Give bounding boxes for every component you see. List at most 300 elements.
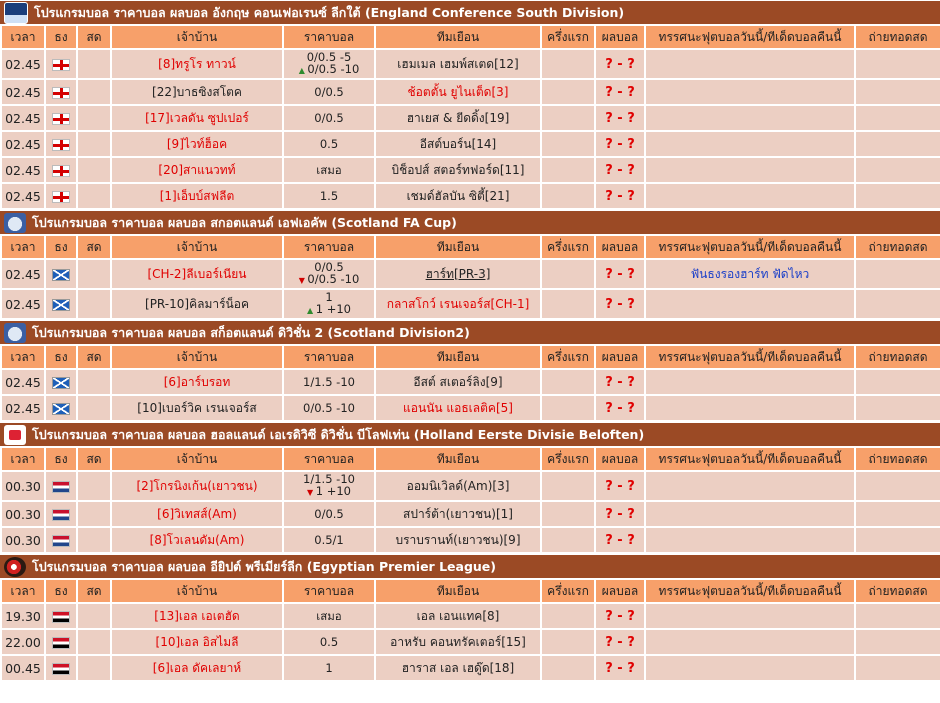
col-header-time: เวลา (1, 25, 45, 49)
match-time: 02.45 (1, 369, 45, 395)
odds-value: 0/0.5 (314, 507, 344, 521)
odds-cell (283, 501, 375, 527)
match-time: 19.30 (1, 603, 45, 629)
match-row (1, 501, 940, 527)
col-header-odds: ราคาบอล (283, 447, 375, 471)
match-result[interactable]: ? - ? (595, 183, 645, 209)
home-team[interactable]: [CH-2]ลีเบอร์เนียน (111, 259, 283, 289)
half-time-cell (541, 527, 595, 553)
live-cell (77, 49, 111, 79)
odds-cell (283, 655, 375, 681)
odds-line (284, 376, 374, 388)
england-flag-icon (52, 191, 70, 203)
tip-cell (645, 289, 855, 319)
col-header-flag: ธง (45, 25, 77, 49)
home-team[interactable]: [22]บาธซิงสโตค (111, 79, 283, 105)
flag-cell (45, 157, 77, 183)
odds-value: เสมอ (316, 163, 342, 177)
live-cell (77, 259, 111, 289)
away-team[interactable]: อาหรับ คอนทรัคเตอร์[15] (375, 629, 541, 655)
home-team[interactable]: [8]โวเลนดัม(Am) (111, 527, 283, 553)
home-team[interactable]: [6]อาร์บรอท (111, 369, 283, 395)
match-time: 02.45 (1, 105, 45, 131)
holland-eerste-logo (4, 425, 26, 445)
col-header-tv: ถ่ายทอดสด (855, 447, 940, 471)
netherlands-flag-icon (52, 509, 70, 521)
match-row (1, 395, 940, 421)
match-table (0, 234, 940, 320)
scotland-fa-logo (4, 213, 26, 233)
live-cell (77, 183, 111, 209)
away-team[interactable]: กลาสโกว์ เรนเจอร์ส[CH-1] (375, 289, 541, 319)
league-title[interactable]: โปรแกรมบอล ราคาบอล ผลบอล ฮอลแลนด์ เอเรดิวิซี ดิวิชั่น บีโลฟเท่น (Holland Eerste Divisie Beloften) (32, 426, 645, 442)
col-header-flag: ธง (45, 345, 77, 369)
live-cell (77, 79, 111, 105)
odds-line (284, 86, 374, 98)
odds-cell (283, 629, 375, 655)
tip-cell (645, 471, 855, 501)
tip-cell (645, 501, 855, 527)
tip-cell (645, 395, 855, 421)
col-header-result: ผลบอล (595, 447, 645, 471)
live-cell (77, 603, 111, 629)
odds-value: 0/0.5 (314, 111, 344, 125)
half-time-cell (541, 471, 595, 501)
live-tv-cell (855, 289, 940, 319)
match-result[interactable]: ? - ? (595, 369, 645, 395)
flag-cell (45, 183, 77, 209)
col-header-flag: ธง (45, 579, 77, 603)
match-table (0, 24, 940, 210)
live-cell (77, 105, 111, 131)
home-team[interactable]: [20]สาแนวทท์ (111, 157, 283, 183)
col-header-tips: ทรรศนะฟุตบอลวันนี้/ทีเด็ดบอลคืนนี้ (645, 235, 855, 259)
tip-cell (645, 183, 855, 209)
live-tv-cell (855, 527, 940, 553)
odds-line (284, 508, 374, 520)
away-team[interactable]: สปาร์ต้า(เยาวชน)[1] (375, 501, 541, 527)
match-table (0, 578, 940, 682)
match-time: 02.45 (1, 183, 45, 209)
live-tv-cell (855, 157, 940, 183)
match-row (1, 655, 940, 681)
tip-cell (645, 527, 855, 553)
col-header-tv: ถ่ายทอดสด (855, 235, 940, 259)
col-header-away: ทีมเยือน (375, 345, 541, 369)
match-time: 02.45 (1, 49, 45, 79)
tip-cell (645, 655, 855, 681)
odds-cell (283, 395, 375, 421)
odds-cell (283, 105, 375, 131)
match-time: 00.30 (1, 471, 45, 501)
home-team[interactable]: [17]เวลดัน ซูปเปอร์ (111, 105, 283, 131)
odds-value: 0/0.5 (314, 85, 344, 99)
league-header (0, 210, 940, 234)
half-time-cell (541, 289, 595, 319)
flag-cell (45, 131, 77, 157)
flag-cell (45, 289, 77, 319)
col-header-live: สด (77, 447, 111, 471)
odds-line (284, 610, 374, 622)
away-team[interactable]: แอนนัน แอธเลติค[5] (375, 395, 541, 421)
tip-cell (645, 157, 855, 183)
match-row (1, 369, 940, 395)
england-flag-icon (52, 59, 70, 71)
odds-value: 1 (325, 290, 333, 304)
odds-value: 1.5 (319, 189, 339, 203)
odds-cell (283, 369, 375, 395)
match-row (1, 157, 940, 183)
scotland-flag-icon (52, 299, 70, 311)
odds-line (284, 273, 374, 287)
scotland-flag-icon (52, 403, 70, 415)
match-row (1, 131, 940, 157)
match-time: 00.30 (1, 527, 45, 553)
match-result[interactable]: ? - ? (595, 157, 645, 183)
away-team[interactable]: เชมด์ฮัลบัน ซิตี้[21] (375, 183, 541, 209)
odds-line (284, 636, 374, 648)
col-header-tips: ทรรศนะฟุตบอลวันนี้/ทีเด็ดบอลคืนนี้ (645, 579, 855, 603)
league-header (0, 554, 940, 578)
match-row (1, 289, 940, 319)
odds-line (284, 63, 374, 77)
col-header-half: ครึ่งแรก (541, 579, 595, 603)
odds-cell (283, 183, 375, 209)
half-time-cell (541, 79, 595, 105)
live-tv-cell (855, 501, 940, 527)
odds-value: 1 +10 (315, 302, 351, 316)
odds-value: 1/1.5 -10 (303, 375, 355, 389)
match-table (0, 344, 940, 422)
odds-value: 0.5/1 (314, 533, 344, 547)
half-time-cell (541, 183, 595, 209)
flag-cell (45, 655, 77, 681)
odds-cell (283, 157, 375, 183)
odds-value: 0/0.5 -10 (307, 272, 360, 286)
egypt-flag-icon (52, 663, 70, 675)
away-team[interactable]: บราบรานท์(เยาวชน)[9] (375, 527, 541, 553)
col-header-tips: ทรรศนะฟุตบอลวันนี้/ทีเด็ดบอลคืนนี้ (645, 345, 855, 369)
col-header-flag: ธง (45, 447, 77, 471)
away-team[interactable]: ช้อตตั้น ยูไนเต็ด[3] (375, 79, 541, 105)
flag-cell (45, 79, 77, 105)
netherlands-flag-icon (52, 535, 70, 547)
live-cell (77, 369, 111, 395)
match-row (1, 49, 940, 79)
col-header-half: ครึ่งแรก (541, 345, 595, 369)
odds-line (284, 485, 374, 499)
odds-line (284, 164, 374, 176)
live-tv-cell (855, 471, 940, 501)
col-header-odds: ราคาบอล (283, 235, 375, 259)
home-team[interactable]: [10]เบอร์วิค เรนเจอร์ส (111, 395, 283, 421)
away-team[interactable]: ออมนิเวิลด์(Am)[3] (375, 471, 541, 501)
live-tv-cell (855, 131, 940, 157)
col-header-half: ครึ่งแรก (541, 447, 595, 471)
egyptian-premier-logo (4, 557, 26, 577)
match-row (1, 527, 940, 553)
match-row (1, 603, 940, 629)
match-result[interactable]: ? - ? (595, 131, 645, 157)
live-tv-cell (855, 105, 940, 131)
home-team[interactable]: [13]เอล เอเตฮัด (111, 603, 283, 629)
match-result[interactable]: ? - ? (595, 259, 645, 289)
scotland-flag-icon (52, 269, 70, 281)
league-header (0, 422, 940, 446)
arrow-up-icon: ▲ (298, 66, 308, 75)
half-time-cell (541, 501, 595, 527)
header-row (1, 447, 940, 471)
egypt-flag-icon (52, 637, 70, 649)
flag-cell (45, 603, 77, 629)
arrow-down-icon: ▼ (298, 276, 308, 285)
england-flag-icon (52, 113, 70, 125)
col-header-away: ทีมเยือน (375, 579, 541, 603)
away-team[interactable]: ฮาร์ท[PR-3] (375, 259, 541, 289)
league-title[interactable]: โปรแกรมบอล ราคาบอล ผลบอล อียิปต์ พรีเมียร์ลีก (Egyptian Premier League) (32, 558, 496, 574)
home-team[interactable]: [6]วิเทสส์(Am) (111, 501, 283, 527)
col-header-result: ผลบอล (595, 345, 645, 369)
live-tv-cell (855, 629, 940, 655)
odds-line (284, 112, 374, 124)
arrow-up-icon: ▲ (307, 306, 316, 315)
half-time-cell (541, 131, 595, 157)
odds-line (284, 138, 374, 150)
col-header-away: ทีมเยือน (375, 235, 541, 259)
match-row (1, 79, 940, 105)
half-time-cell (541, 655, 595, 681)
col-header-odds: ราคาบอล (283, 579, 375, 603)
match-result[interactable]: ? - ? (595, 49, 645, 79)
col-header-time: เวลา (1, 345, 45, 369)
match-row (1, 259, 940, 289)
half-time-cell (541, 105, 595, 131)
flag-cell (45, 105, 77, 131)
col-header-home: เจ้าบ้าน (111, 235, 283, 259)
odds-cell (283, 527, 375, 553)
odds-line (284, 662, 374, 674)
col-header-away: ทีมเยือน (375, 25, 541, 49)
odds-value: 0.5 (319, 137, 339, 151)
tip-cell (645, 369, 855, 395)
flag-cell (45, 395, 77, 421)
col-header-odds: ราคาบอล (283, 345, 375, 369)
live-cell (77, 471, 111, 501)
home-team[interactable]: [2]โกรนิงเก้น(เยาวชน) (111, 471, 283, 501)
col-header-time: เวลา (1, 579, 45, 603)
netherlands-flag-icon (52, 481, 70, 493)
match-row (1, 183, 940, 209)
live-tv-cell (855, 79, 940, 105)
england-flag-icon (52, 139, 70, 151)
away-team[interactable]: อีสต์ สเตอร์ลิง[9] (375, 369, 541, 395)
flag-cell (45, 49, 77, 79)
half-time-cell (541, 259, 595, 289)
odds-cell (283, 131, 375, 157)
league-title[interactable]: โปรแกรมบอล ราคาบอล ผลบอล สกอตแลนด์ เอฟเอคัพ (Scotland FA Cup) (32, 214, 457, 230)
odds-value: 1/1.5 -10 (303, 472, 355, 486)
england-flag-icon (52, 165, 70, 177)
match-time: 00.45 (1, 655, 45, 681)
live-tv-cell (855, 369, 940, 395)
england-flag-icon (52, 87, 70, 99)
half-time-cell (541, 157, 595, 183)
tip-cell (645, 105, 855, 131)
odds-value: 0.5 (319, 635, 339, 649)
scotland-flag-icon (52, 377, 70, 389)
match-time: 02.45 (1, 131, 45, 157)
league-title[interactable]: โปรแกรมบอล ราคาบอล ผลบอล สก็อตแลนด์ ดิวิชั่น 2 (Scotland Division2) (32, 324, 470, 340)
match-row (1, 471, 940, 501)
header-row (1, 25, 940, 49)
away-team[interactable]: ฮาราส เอล เฮดู๊ด[18] (375, 655, 541, 681)
live-tv-cell (855, 603, 940, 629)
scotland-division2-logo (4, 323, 26, 343)
col-header-away: ทีมเยือน (375, 447, 541, 471)
tip-cell[interactable]: ฟันธงรองฮาร์ท ฟัดไหว (645, 259, 855, 289)
match-result[interactable]: ? - ? (595, 79, 645, 105)
match-time: 02.45 (1, 289, 45, 319)
col-header-tv: ถ่ายทอดสด (855, 25, 940, 49)
match-time: 00.30 (1, 501, 45, 527)
odds-value: 0/0.5 (314, 260, 344, 274)
odds-value: 1 (325, 661, 333, 675)
flag-cell (45, 527, 77, 553)
half-time-cell (541, 395, 595, 421)
col-header-result: ผลบอล (595, 235, 645, 259)
odds-value: เสมอ (316, 609, 342, 623)
odds-value: 0/0.5 -5 (306, 50, 352, 64)
match-result[interactable]: ? - ? (595, 395, 645, 421)
col-header-time: เวลา (1, 447, 45, 471)
col-header-live: สด (77, 345, 111, 369)
england-conference-logo (4, 2, 28, 24)
live-tv-cell (855, 655, 940, 681)
odds-value: 1 +10 (315, 484, 351, 498)
col-header-time: เวลา (1, 235, 45, 259)
league-header (0, 320, 940, 344)
col-header-home: เจ้าบ้าน (111, 345, 283, 369)
half-time-cell (541, 629, 595, 655)
match-table (0, 446, 940, 554)
match-result[interactable]: ? - ? (595, 501, 645, 527)
odds-line (284, 190, 374, 202)
col-header-tips: ทรรศนะฟุตบอลวันนี้/ทีเด็ดบอลคืนนี้ (645, 25, 855, 49)
flag-cell (45, 369, 77, 395)
col-header-flag: ธง (45, 235, 77, 259)
home-team[interactable]: [8]ทรูโร ทาวน์ (111, 49, 283, 79)
home-team[interactable]: [10]เอล อิสไมลี (111, 629, 283, 655)
live-tv-cell (855, 183, 940, 209)
tip-cell (645, 49, 855, 79)
match-result[interactable]: ? - ? (595, 527, 645, 553)
col-header-home: เจ้าบ้าน (111, 25, 283, 49)
col-header-half: ครึ่งแรก (541, 25, 595, 49)
half-time-cell (541, 369, 595, 395)
tip-cell (645, 629, 855, 655)
match-row (1, 629, 940, 655)
header-row (1, 235, 940, 259)
away-team[interactable]: บิช็อปส์ สตอร์ทฟอร์ด[11] (375, 157, 541, 183)
col-header-tv: ถ่ายทอดสด (855, 579, 940, 603)
col-header-live: สด (77, 25, 111, 49)
home-team[interactable]: [6]เอล ดัคเลยาห์ (111, 655, 283, 681)
live-tv-cell (855, 395, 940, 421)
odds-cell (283, 49, 375, 79)
col-header-home: เจ้าบ้าน (111, 579, 283, 603)
odds-cell (283, 289, 375, 319)
flag-cell (45, 259, 77, 289)
odds-line (284, 534, 374, 546)
match-time: 22.00 (1, 629, 45, 655)
match-result[interactable]: ? - ? (595, 471, 645, 501)
match-time: 02.45 (1, 259, 45, 289)
league-header (0, 0, 940, 24)
away-team[interactable]: เอล เอนแทค[8] (375, 603, 541, 629)
live-cell (77, 629, 111, 655)
odds-cell (283, 471, 375, 501)
col-header-tips: ทรรศนะฟุตบอลวันนี้/ทีเด็ดบอลคืนนี้ (645, 447, 855, 471)
away-team[interactable]: เฮมเมล เฮมพ์สเตด[12] (375, 49, 541, 79)
live-cell (77, 289, 111, 319)
away-team[interactable]: ฮาเยส & ยีดดิ้ง[19] (375, 105, 541, 131)
match-result[interactable]: ? - ? (595, 603, 645, 629)
league-title[interactable]: โปรแกรมบอล ราคาบอล ผลบอล อังกฤษ คอนเฟอเรนซ์ ลีกใต้ (England Conference South Division) (34, 4, 625, 20)
col-header-tv: ถ่ายทอดสด (855, 345, 940, 369)
odds-cell (283, 259, 375, 289)
header-row (1, 345, 940, 369)
match-time: 02.45 (1, 395, 45, 421)
flag-cell (45, 629, 77, 655)
live-cell (77, 527, 111, 553)
arrow-down-icon: ▼ (307, 488, 316, 497)
col-header-result: ผลบอล (595, 579, 645, 603)
match-result[interactable]: ? - ? (595, 655, 645, 681)
match-result[interactable]: ? - ? (595, 289, 645, 319)
match-result[interactable]: ? - ? (595, 105, 645, 131)
odds-cell (283, 603, 375, 629)
col-header-live: สด (77, 235, 111, 259)
tip-cell (645, 603, 855, 629)
odds-line (284, 402, 374, 414)
flag-cell (45, 471, 77, 501)
home-team[interactable]: [1]เอ็บบ์สฟลีต (111, 183, 283, 209)
home-team[interactable]: [9]ไวท์ฮ็อค (111, 131, 283, 157)
flag-cell (45, 501, 77, 527)
away-team[interactable]: อีสต์บอร์น[14] (375, 131, 541, 157)
match-result[interactable]: ? - ? (595, 629, 645, 655)
match-row (1, 105, 940, 131)
live-cell (77, 501, 111, 527)
header-row (1, 579, 940, 603)
live-cell (77, 395, 111, 421)
odds-value: 0/0.5 -10 (307, 62, 360, 76)
half-time-cell (541, 603, 595, 629)
col-header-half: ครึ่งแรก (541, 235, 595, 259)
col-header-odds: ราคาบอล (283, 25, 375, 49)
half-time-cell (541, 49, 595, 79)
live-cell (77, 157, 111, 183)
live-cell (77, 655, 111, 681)
match-time: 02.45 (1, 79, 45, 105)
col-header-home: เจ้าบ้าน (111, 447, 283, 471)
tip-cell (645, 79, 855, 105)
col-header-result: ผลบอล (595, 25, 645, 49)
match-time: 02.45 (1, 157, 45, 183)
live-tv-cell (855, 259, 940, 289)
home-team[interactable]: [PR-10]คิลมาร์น็อค (111, 289, 283, 319)
col-header-live: สด (77, 579, 111, 603)
